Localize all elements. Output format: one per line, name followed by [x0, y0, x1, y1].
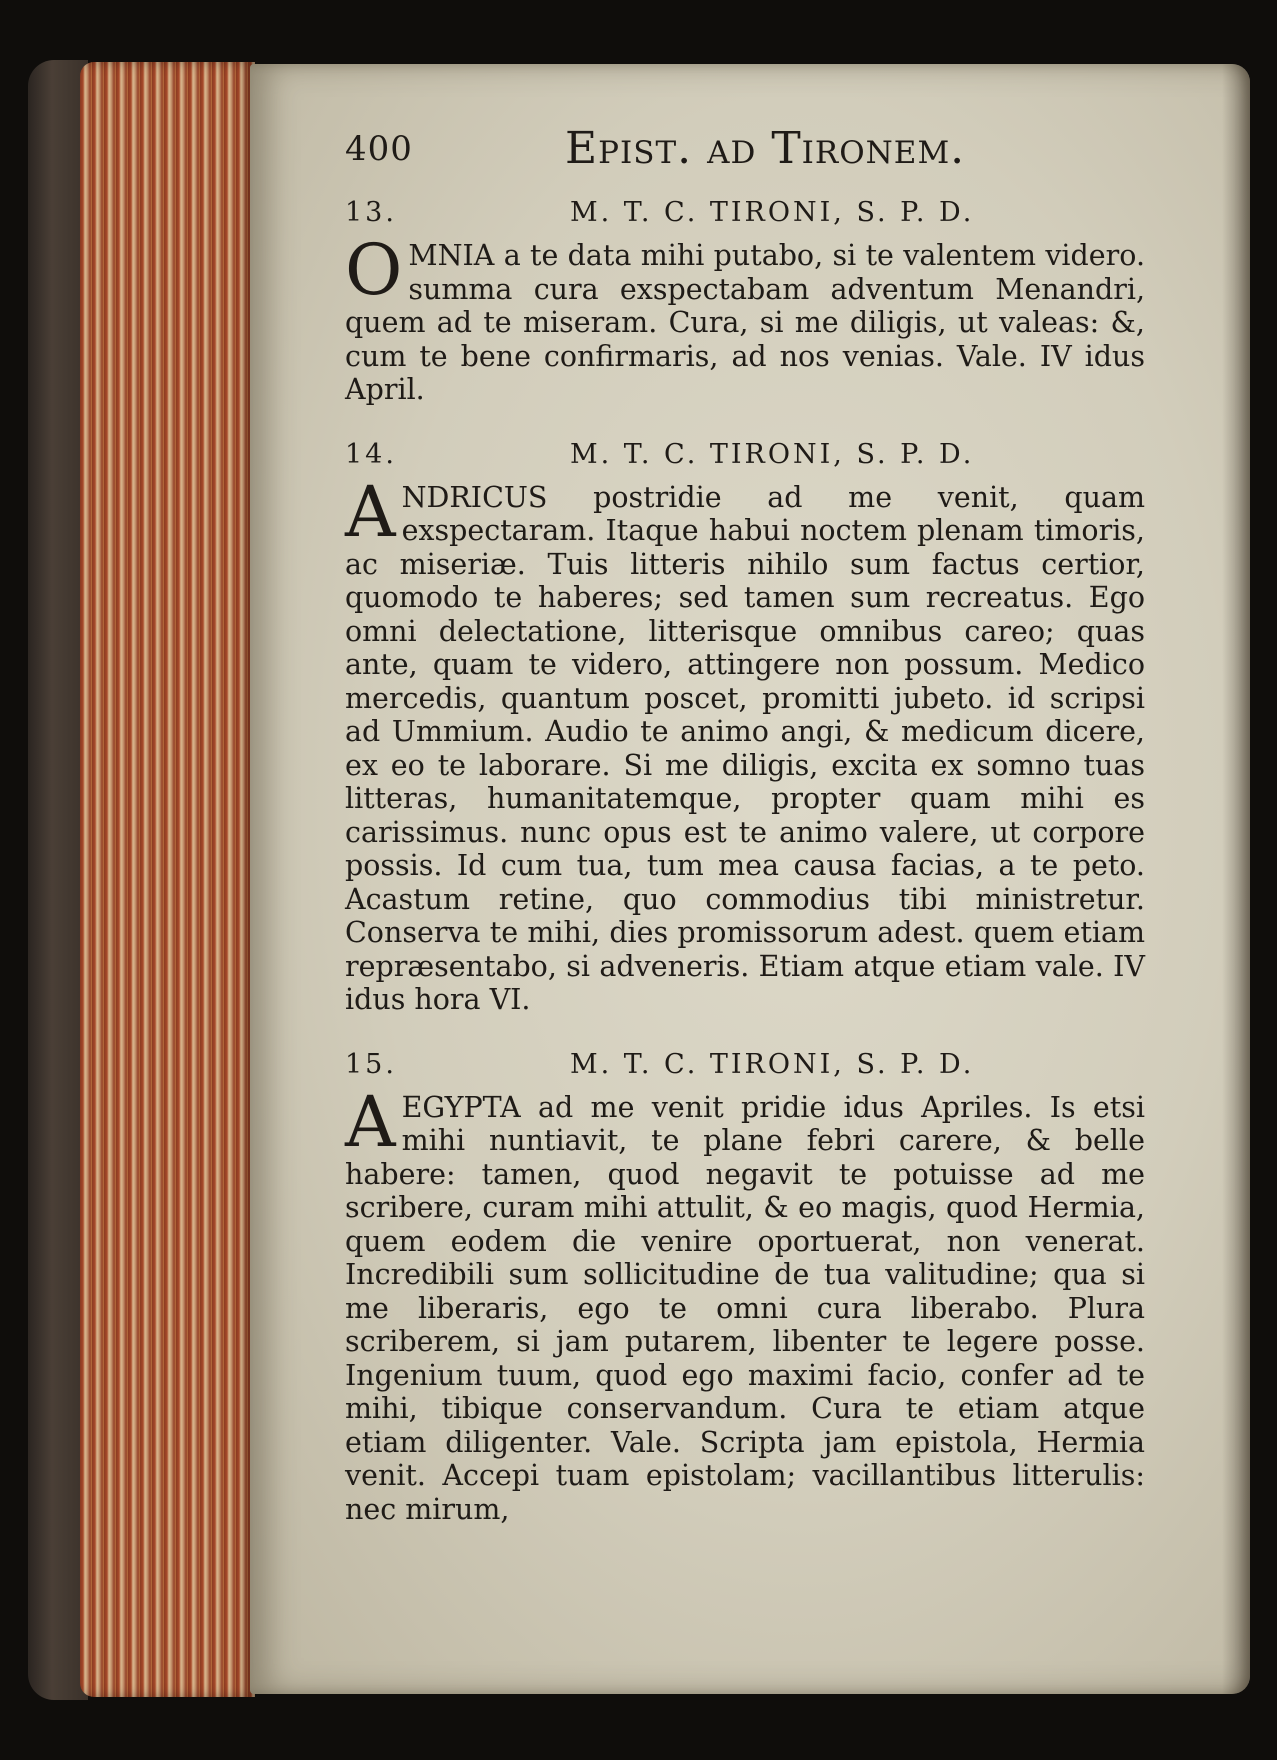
page-fore-edge: [80, 62, 255, 1697]
page-number: 400: [345, 129, 413, 169]
text-column: [345, 119, 1145, 1552]
book-page: [250, 64, 1250, 1694]
letter-text: a te data mihi putabo, si te valentem videro. summa cura exspectabam adventum Menandri, quem ad te miseram. Cura, si me diligis, ut valeas: &, cum te bene confirmaris, ad nos venias. Vale. IV idus April.: [345, 239, 1145, 406]
drop-cap: A: [345, 470, 396, 553]
letter-heading: [345, 433, 1145, 481]
letter-body: [345, 229, 1145, 407]
letter-address: M. T. C. TIRONI, S. P. D.: [570, 438, 975, 470]
letter-15: [345, 1043, 1145, 1527]
page-gutter-shadow: [1222, 64, 1250, 1694]
letter-heading: [345, 191, 1145, 239]
letter-number: 14.: [345, 438, 397, 470]
letter-address: M. T. C. TIRONI, S. P. D.: [570, 1048, 975, 1080]
letter-14: [345, 433, 1145, 1017]
letter-number: 13.: [345, 197, 397, 228]
letter-body: [345, 1080, 1145, 1527]
letter-body: [345, 470, 1145, 1017]
first-word: EGYPTA: [401, 1090, 521, 1124]
first-word: MNIA: [408, 239, 495, 272]
letter-text: postridie ad me venit, quam exspectaram. Itaque habui noctem plenam timoris, ac miseriæ. Tuis litteris nihilo sum factus certior, quomodo te haberes; sed tamen sum recreatus. Ego omni delectatione, litterisque omnibus careo; quas ante, quam te videro, attingere non possum. Medico mercedis, quantum poscet, promitti jubeto. id scripsi ad Ummium. Audio te animo angi, & medicum dicere, ex eo te laborare. Si me diligis, excita ex somno tuas litteras, humanitatemque, propter quam mihi es carissimus. nunc opus est te animo valere, ut corpore possis. Id cum tua, tum mea causa facias, a te peto. Acastum retine, quo commodius tibi ministretur. Conserva te mihi, dies promissorum adest. quem etiam repræsentabo, si adveneris. Etiam atque etiam vale. IV idus hora VI.: [345, 480, 1145, 1016]
running-head-title: Epist. ad Tironem.: [565, 123, 966, 174]
drop-cap: A: [345, 1080, 396, 1163]
letter-13: [345, 191, 1145, 407]
drop-cap: O: [345, 229, 403, 311]
book-cover-edge: [28, 60, 88, 1700]
running-head: [345, 119, 1145, 191]
first-word: NDRICUS: [401, 480, 548, 514]
letter-address: M. T. C. TIRONI, S. P. D.: [570, 197, 975, 228]
letter-text: ad me venit pridie idus Apriles. Is etsi mihi nuntiavit, te plane febri carere, & belle habere: tamen, quod negavit te potuisse ad me scribere, curam mihi attulit, & eo magis, quod Hermia, quem eodem die venire oportuerat, non venerat. Incredibili sum sollicitudine de tua valitudine; qua si me liberaris, ego te omni cura liberabo. Plura scriberem, si jam putarem, libenter te legere posse. Ingenium tuum, quod ego maximi facio, confer ad te mihi, tibique conservandum. Cura te etiam atque etiam diligenter. Vale. Scripta jam epistola, Hermia venit. Accepi tuam epistolam; vacillantibus litterulis: nec mirum,: [345, 1090, 1145, 1526]
letter-number: 15.: [345, 1048, 397, 1080]
letter-heading: [345, 1043, 1145, 1091]
